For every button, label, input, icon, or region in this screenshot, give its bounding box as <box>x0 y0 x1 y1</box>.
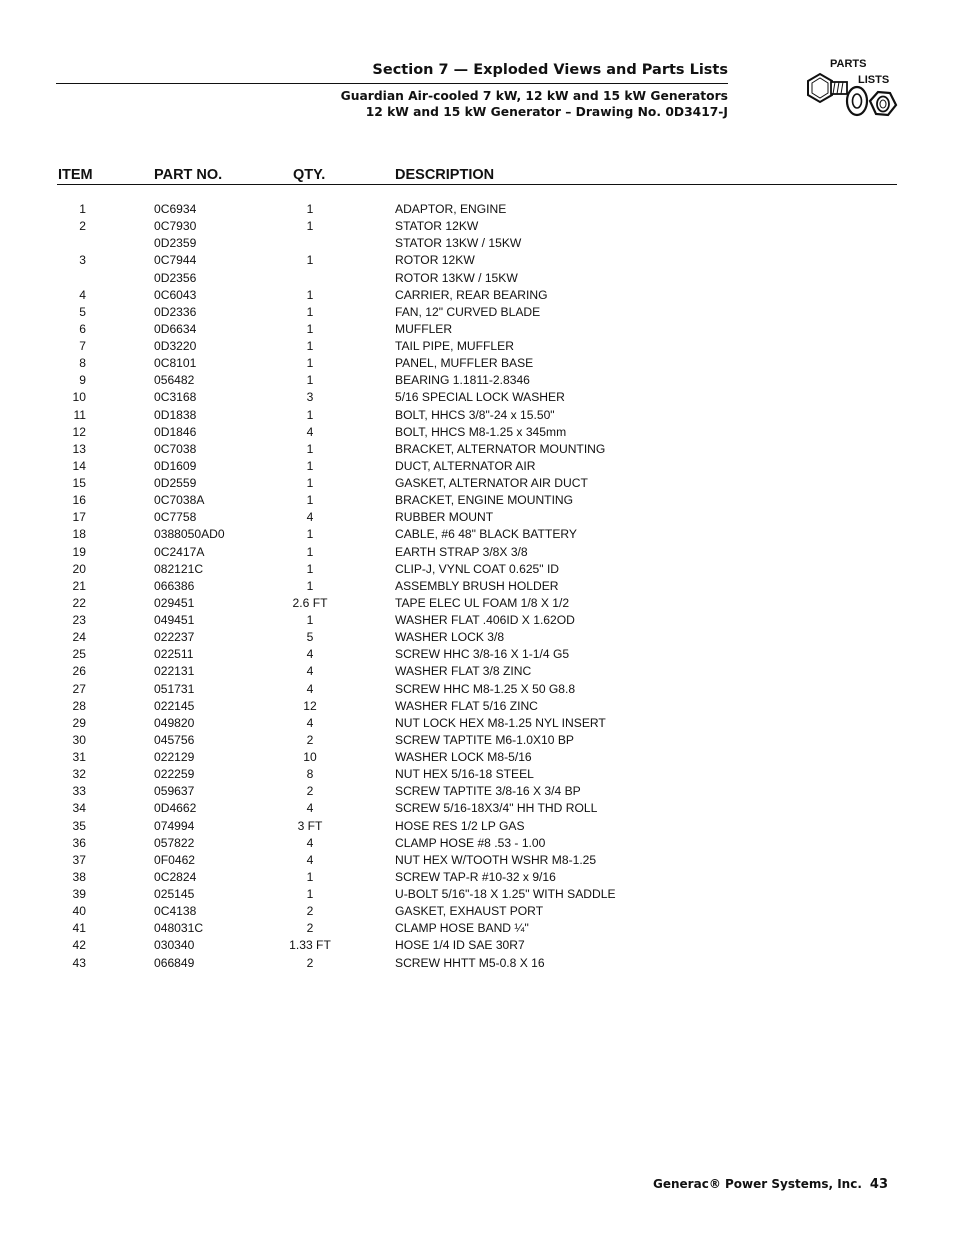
table-row <box>0 252 954 269</box>
part-number: 0D1609 <box>154 458 197 473</box>
quantity: 1 <box>306 458 314 473</box>
part-number: 0D2356 <box>154 270 197 285</box>
quantity: 4 <box>306 715 314 730</box>
description: WASHER FLAT 3/8 ZINC <box>395 664 532 679</box>
table-row <box>0 955 954 972</box>
item-number: 37 <box>72 852 86 867</box>
table-row <box>0 544 954 561</box>
part-number: 022259 <box>154 767 195 782</box>
item-number: 33 <box>72 784 86 799</box>
part-number: 0D1846 <box>154 424 197 439</box>
quantity: 1 <box>306 202 314 216</box>
description: DUCT, ALTERNATOR AIR <box>395 458 536 473</box>
item-number: 16 <box>72 493 86 508</box>
table-row <box>0 389 954 406</box>
quantity: 2 <box>306 955 314 970</box>
item-number: 17 <box>72 510 86 525</box>
part-number: 051731 <box>154 681 195 696</box>
table-header-divider <box>57 184 897 185</box>
item-number: 9 <box>79 373 86 388</box>
part-number: 0C4138 <box>154 904 197 919</box>
description: EARTH STRAP 3/8X 3/8 <box>395 544 528 559</box>
quantity: 1 <box>306 476 314 490</box>
description: ASSEMBLY BRUSH HOLDER <box>395 578 559 593</box>
table-row <box>0 338 954 355</box>
part-number: 0C6934 <box>154 202 197 216</box>
part-number: 056482 <box>154 373 195 388</box>
item-number: 13 <box>72 441 86 456</box>
part-number: 0C7038 <box>154 441 197 456</box>
quantity: 2 <box>306 921 314 936</box>
description: RUBBER MOUNT <box>395 510 494 525</box>
part-number: 0C8101 <box>154 356 197 371</box>
part-number: 022129 <box>154 750 195 764</box>
description: NUT LOCK HEX M8-1.25 NYL INSERT <box>395 715 606 730</box>
table-row <box>0 509 954 526</box>
part-number: 0D4662 <box>154 801 197 816</box>
table-row <box>0 663 954 680</box>
item-number: 32 <box>72 767 86 782</box>
item-number: 31 <box>72 750 86 764</box>
quantity: 4 <box>306 510 314 525</box>
quantity: 5 <box>306 630 314 645</box>
table-row <box>0 835 954 852</box>
table-row <box>0 766 954 783</box>
table-row <box>0 749 954 766</box>
item-number: 26 <box>72 664 86 679</box>
quantity: 2 <box>306 904 314 919</box>
item-number: 3 <box>79 253 86 268</box>
page-header <box>0 0 954 130</box>
item-number: 8 <box>79 356 86 371</box>
description: SCREW TAPTITE 3/8-16 X 3/4 BP <box>395 784 581 799</box>
part-number: 0D3220 <box>154 339 197 353</box>
part-number: 082121C <box>154 561 204 576</box>
description: BRACKET, ENGINE MOUNTING <box>395 493 574 508</box>
description: STATOR 13KW / 15KW <box>395 236 522 251</box>
item-number: 30 <box>72 732 86 747</box>
description: TAPE ELEC UL FOAM 1/8 X 1/2 <box>395 595 570 610</box>
item-number: 34 <box>72 801 86 816</box>
item-number: 24 <box>72 630 86 645</box>
quantity: 4 <box>306 424 314 439</box>
item-number: 12 <box>72 424 86 439</box>
quantity: 1 <box>306 869 314 884</box>
quantity: 4 <box>306 664 314 679</box>
table-row <box>0 800 954 817</box>
column-header-item: ITEM <box>58 167 93 183</box>
description: GASKET, EXHAUST PORT <box>395 904 544 919</box>
part-number: 029451 <box>154 595 195 610</box>
item-number: 15 <box>72 476 86 490</box>
quantity: 2 <box>306 784 314 799</box>
table-row <box>0 270 954 287</box>
part-number: 0D6634 <box>154 321 197 336</box>
part-number: 059637 <box>154 784 195 799</box>
part-number: 0C7038A <box>154 493 205 508</box>
logo-parts-text: PARTS <box>830 58 867 70</box>
table-row <box>0 732 954 749</box>
quantity: 1 <box>306 373 314 388</box>
drawing-number: 12 kW and 15 kW Generator – Drawing No. 0D3417-J <box>365 105 728 119</box>
description: NUT HEX W/TOOTH WSHR M8-1.25 <box>395 852 597 867</box>
part-number: 048031C <box>154 921 204 936</box>
table-row <box>0 355 954 372</box>
quantity: 4 <box>306 801 314 816</box>
quantity: 1 <box>306 544 314 559</box>
quantity: 1 <box>306 253 314 268</box>
item-number: 35 <box>72 818 86 833</box>
quantity: 12 <box>303 698 317 713</box>
part-number: 066849 <box>154 955 195 970</box>
description: CABLE, #6 48" BLACK BATTERY <box>395 527 577 542</box>
item-number: 29 <box>72 715 86 730</box>
description: SCREW 5/16-18X3/4" HH THD ROLL <box>395 801 598 816</box>
table-row <box>0 218 954 235</box>
table-row <box>0 321 954 338</box>
quantity: 1 <box>306 887 314 901</box>
part-number: 022237 <box>154 630 195 645</box>
part-number: 0C7758 <box>154 510 197 525</box>
description: SCREW HHTT M5-0.8 X 16 <box>395 955 545 970</box>
document-subtitle: Guardian Air-cooled 7 kW, 12 kW and 15 kW Generators <box>340 89 728 103</box>
table-row <box>0 818 954 835</box>
part-number: 0F0462 <box>154 852 196 867</box>
company-name: Generac® Power Systems, Inc. <box>653 1177 862 1191</box>
item-number: 7 <box>79 339 86 353</box>
table-row <box>0 783 954 800</box>
item-number: 11 <box>73 407 86 422</box>
table-row <box>0 937 954 954</box>
description: BEARING 1.1811-2.8346 <box>395 373 530 388</box>
part-number: 0D2336 <box>154 304 197 319</box>
item-number: 39 <box>72 887 86 901</box>
item-number: 27 <box>72 681 86 696</box>
item-number: 41 <box>72 921 86 936</box>
description: CARRIER, REAR BEARING <box>395 287 548 302</box>
description: SCREW TAPTITE M6-1.0X10 BP <box>395 732 574 747</box>
part-number: 049451 <box>154 613 195 627</box>
table-row <box>0 561 954 578</box>
table-row <box>0 372 954 389</box>
quantity: 4 <box>306 681 314 696</box>
item-number: 2 <box>79 219 86 234</box>
part-number: 0D2359 <box>154 236 197 251</box>
description: BOLT, HHCS M8-1.25 x 345mm <box>395 424 567 439</box>
table-row <box>0 287 954 304</box>
table-row <box>0 235 954 252</box>
table-row <box>0 407 954 424</box>
page-number: 43 <box>869 1177 888 1192</box>
item-number: 40 <box>72 904 86 919</box>
header-divider <box>56 83 728 84</box>
description: SCREW TAP-R #10-32 x 9/16 <box>395 869 556 884</box>
table-row <box>0 612 954 629</box>
item-number: 22 <box>72 595 86 610</box>
description: CLIP-J, VYNL COAT 0.625" ID <box>395 561 560 576</box>
description: STATOR 12KW <box>395 219 479 234</box>
part-number: 022131 <box>154 664 195 679</box>
section-title: Section 7 — Exploded Views and Parts Lists <box>372 62 728 78</box>
description: WASHER FLAT 5/16 ZINC <box>395 698 538 713</box>
table-row <box>0 424 954 441</box>
quantity: 3 <box>306 390 314 405</box>
item-number: 42 <box>72 938 86 953</box>
table-row <box>0 304 954 321</box>
description: GASKET, ALTERNATOR AIR DUCT <box>395 476 588 490</box>
table-row <box>0 595 954 612</box>
description: PANEL, MUFFLER BASE <box>395 356 534 371</box>
description: ROTOR 12KW <box>395 253 475 268</box>
table-row <box>0 458 954 475</box>
item-number: 14 <box>72 458 86 473</box>
quantity: 2.6 FT <box>292 595 328 610</box>
item-number: 25 <box>72 647 86 662</box>
quantity: 1 <box>306 287 314 302</box>
description: HOSE RES 1/2 LP GAS <box>395 818 525 833</box>
quantity: 1.33 FT <box>289 938 331 953</box>
part-number: 0D1838 <box>154 407 197 422</box>
part-number: 057822 <box>154 835 195 850</box>
quantity: 3 FT <box>297 818 323 833</box>
part-number: 022511 <box>154 647 194 662</box>
description: MUFFLER <box>395 321 453 336</box>
item-number: 23 <box>72 613 86 627</box>
quantity: 1 <box>306 304 314 319</box>
table-row <box>0 920 954 937</box>
description: WASHER LOCK M8-5/16 <box>395 750 532 764</box>
quantity: 10 <box>303 750 317 764</box>
quantity: 1 <box>306 613 314 627</box>
column-header-qty: QTY. <box>293 167 326 183</box>
item-number: 5 <box>79 304 86 319</box>
quantity: 1 <box>306 339 314 353</box>
quantity: 2 <box>306 732 314 747</box>
quantity: 1 <box>306 527 314 542</box>
table-row <box>0 526 954 543</box>
description: WASHER LOCK 3/8 <box>395 630 505 645</box>
item-number: 1 <box>79 202 86 216</box>
quantity: 1 <box>306 407 314 422</box>
part-number: 0D2559 <box>154 476 197 490</box>
description: BOLT, HHCS 3/8"-24 x 15.50" <box>395 407 555 422</box>
item-number: 20 <box>72 561 86 576</box>
description: HOSE 1/4 ID SAE 30R7 <box>395 938 525 953</box>
parts-list-table <box>0 201 954 972</box>
item-number: 28 <box>72 698 86 713</box>
part-number: 0388050AD0 <box>154 527 225 542</box>
description: SCREW HHC 3/8-16 X 1-1/4 G5 <box>395 647 570 662</box>
item-number: 6 <box>79 321 86 336</box>
description: SCREW HHC M8-1.25 X 50 G8.8 <box>395 681 576 696</box>
bolt-nut-washer-icon <box>800 55 900 130</box>
table-row <box>0 869 954 886</box>
quantity: 4 <box>306 835 314 850</box>
description: ADAPTOR, ENGINE <box>395 202 507 216</box>
description: TAIL PIPE, MUFFLER <box>395 339 514 353</box>
table-row <box>0 492 954 509</box>
logo-lists-text: LISTS <box>858 74 890 86</box>
quantity: 1 <box>306 493 314 508</box>
page-footer <box>653 1177 888 1192</box>
description: WASHER FLAT .406ID X 1.62OD <box>395 613 575 627</box>
table-row <box>0 201 954 218</box>
table-row <box>0 475 954 492</box>
part-number: 066386 <box>154 578 195 593</box>
description: U-BOLT 5/16"-18 X 1.25" WITH SADDLE <box>395 887 616 901</box>
part-number: 0C2417A <box>154 544 205 559</box>
column-header-description: DESCRIPTION <box>395 167 495 183</box>
item-number: 10 <box>72 390 86 405</box>
item-number: 36 <box>72 835 86 850</box>
part-number: 0C6043 <box>154 287 197 302</box>
part-number: 025145 <box>154 887 195 901</box>
description: FAN, 12" CURVED BLADE <box>395 304 541 319</box>
part-number: 0C7930 <box>154 219 197 234</box>
part-number: 0C3168 <box>154 390 197 405</box>
description: ROTOR 13KW / 15KW <box>395 270 518 285</box>
table-row <box>0 903 954 920</box>
description: CLAMP HOSE #8 .53 - 1.00 <box>395 835 546 850</box>
part-number: 030340 <box>154 938 195 953</box>
table-row <box>0 698 954 715</box>
table-row <box>0 886 954 903</box>
description: 5/16 SPECIAL LOCK WASHER <box>395 390 565 405</box>
item-number: 38 <box>72 869 86 884</box>
part-number: 045756 <box>154 732 195 747</box>
item-number: 19 <box>72 544 86 559</box>
table-row <box>0 646 954 663</box>
table-row <box>0 629 954 646</box>
quantity: 1 <box>306 561 314 576</box>
part-number: 022145 <box>154 698 195 713</box>
item-number: 43 <box>72 955 86 970</box>
quantity: 4 <box>306 647 314 662</box>
part-number: 074994 <box>154 818 195 833</box>
part-number: 049820 <box>154 715 195 730</box>
description: CLAMP HOSE BAND ¼" <box>395 921 529 936</box>
quantity: 1 <box>306 578 314 593</box>
table-row <box>0 681 954 698</box>
quantity: 1 <box>306 321 314 336</box>
table-row <box>0 715 954 732</box>
part-number: 0C7944 <box>154 253 197 268</box>
table-row <box>0 852 954 869</box>
quantity: 1 <box>306 356 314 371</box>
quantity: 8 <box>306 767 314 782</box>
quantity: 4 <box>306 852 314 867</box>
description: NUT HEX 5/16-18 STEEL <box>395 767 534 782</box>
quantity: 1 <box>306 219 314 234</box>
column-header-part-no: PART NO. <box>154 167 223 183</box>
table-row <box>0 441 954 458</box>
table-row <box>0 578 954 595</box>
part-number: 0C2824 <box>154 869 197 884</box>
description: BRACKET, ALTERNATOR MOUNTING <box>395 441 606 456</box>
quantity: 1 <box>306 441 314 456</box>
item-number: 4 <box>79 287 86 302</box>
item-number: 21 <box>72 578 86 593</box>
item-number: 18 <box>72 527 86 542</box>
